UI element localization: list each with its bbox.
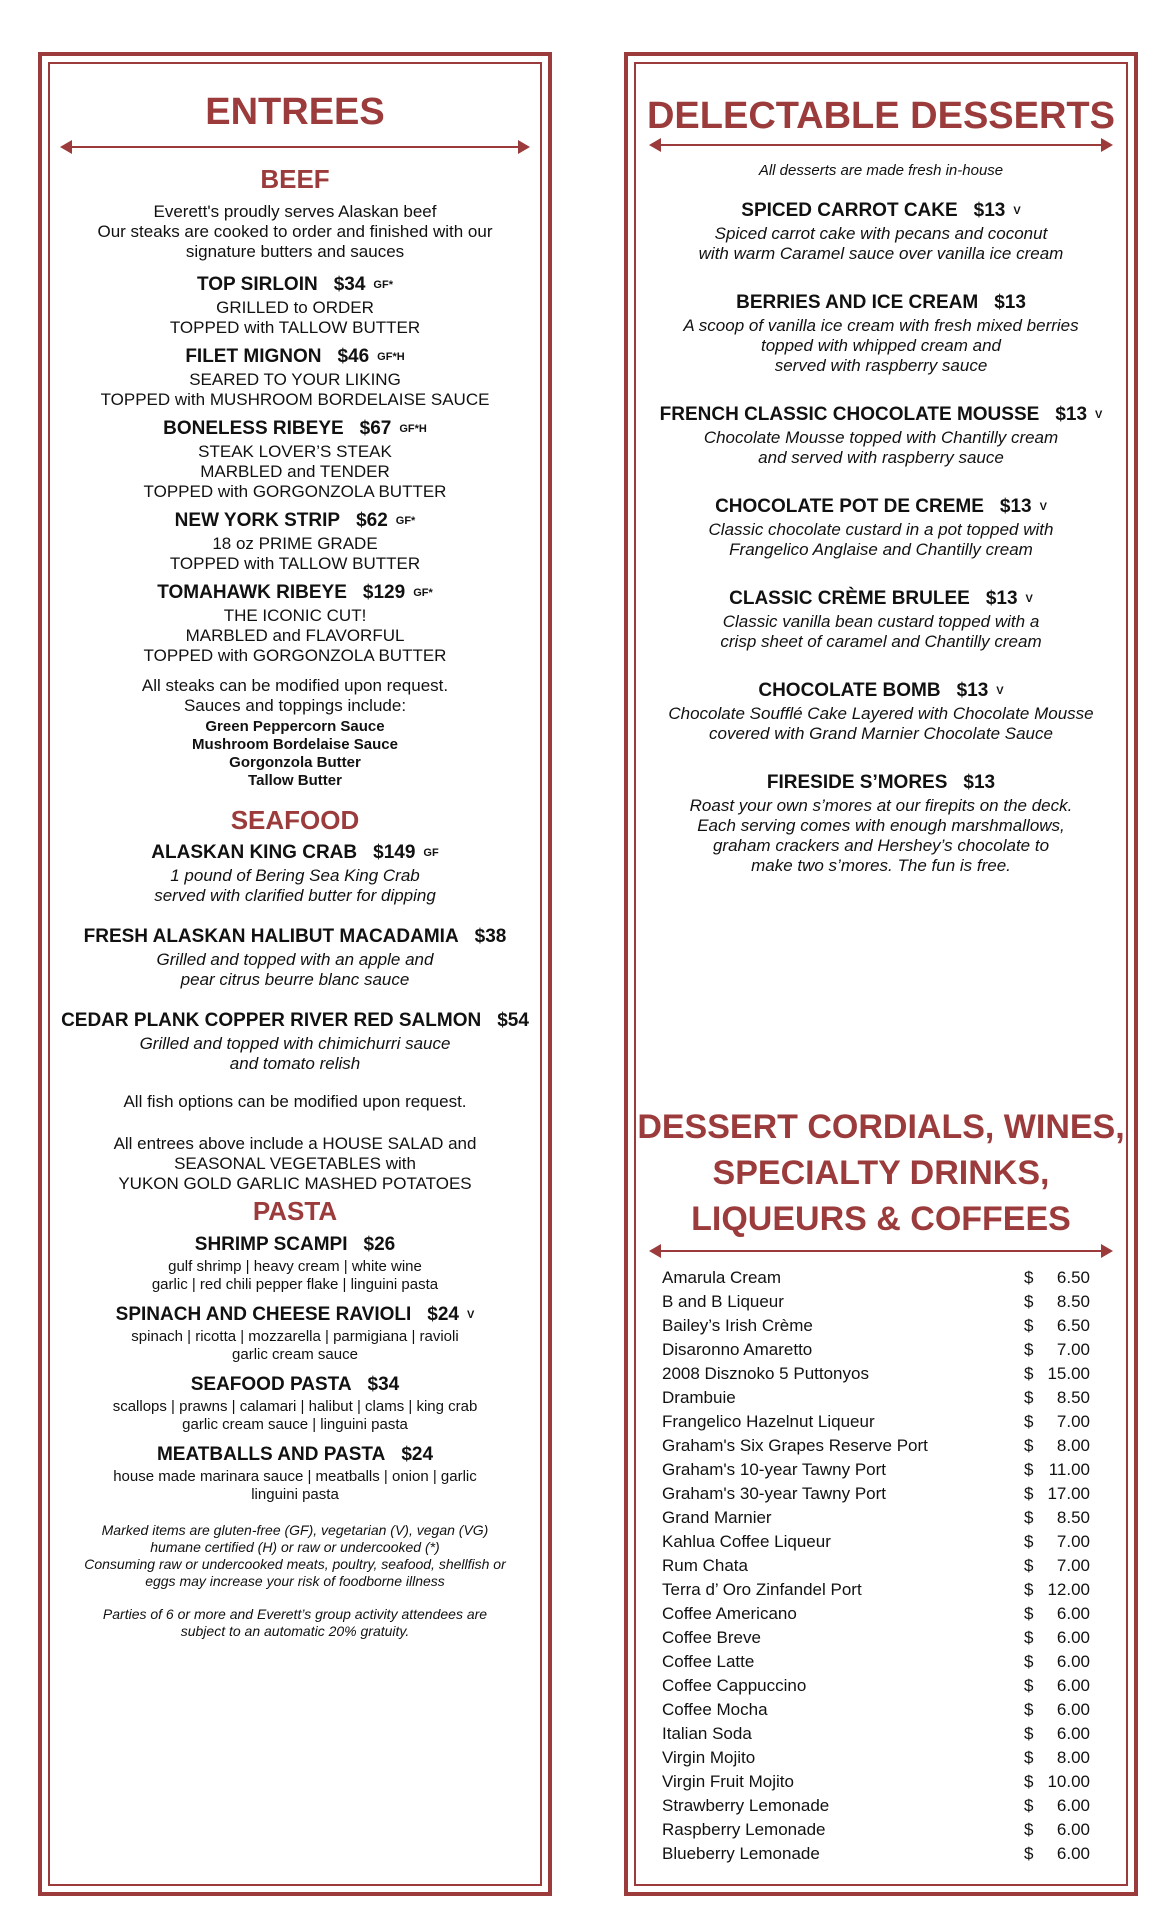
- drink-currency: $: [1024, 1316, 1034, 1335]
- drink-price: 6.50: [1056, 1316, 1090, 1335]
- menu-item: [628, 770, 1134, 876]
- drink-name: Bailey’s Irish Crème: [662, 1316, 813, 1335]
- drink-name: Rum Chata: [662, 1556, 748, 1575]
- menu-item-description: make two s’mores. The fun is free.: [751, 856, 1011, 876]
- drink-price: 17.00: [1047, 1484, 1090, 1503]
- menu-item-name: NEW YORK STRIP: [174, 510, 341, 532]
- drink-price: 6.00: [1056, 1820, 1090, 1839]
- menu-item-price: $13: [994, 292, 1026, 314]
- menu-item-diet-tag: V: [1095, 409, 1103, 422]
- desserts-panel: [624, 52, 1138, 1896]
- menu-item: [42, 840, 548, 906]
- drink-row: [662, 1506, 1090, 1530]
- beef-intro: [42, 202, 548, 262]
- fish-note: All fish options can be modified upon request.: [123, 1092, 467, 1112]
- menu-item-diet-tag: GF*: [413, 587, 433, 600]
- menu-item-title: [42, 924, 548, 950]
- drink-row: [662, 1434, 1090, 1458]
- menu-item-name: BONELESS RIBEYE: [163, 418, 344, 440]
- drink-currency: $: [1024, 1484, 1034, 1503]
- menu-item-description: Classic vanilla bean custard topped with a: [722, 612, 1040, 632]
- drink-price: 15.00: [1047, 1364, 1090, 1383]
- menu-item-diet-tag: V: [1039, 501, 1047, 514]
- drink-name: Strawberry Lemonade: [662, 1796, 830, 1815]
- menu-item-description: TOPPED with GORGONZOLA BUTTER: [143, 482, 447, 502]
- menu-item-title: [42, 580, 548, 606]
- drink-price: 6.00: [1056, 1844, 1090, 1863]
- menu-item-name: FIRESIDE S’MORES: [766, 772, 948, 794]
- seafood-heading: SEAFOOD: [230, 805, 360, 836]
- gratuity-line: subject to an automatic 20% gratuity.: [180, 1623, 410, 1640]
- menu-item-title: [628, 494, 1134, 520]
- drink-row: [662, 1818, 1090, 1842]
- menu-item-price: $13: [956, 680, 989, 702]
- menu-item-name: FRENCH CLASSIC CHOCOLATE MOUSSE: [659, 404, 1040, 426]
- menu-item-name: BERRIES AND ICE CREAM: [736, 292, 979, 314]
- menu-item-description: linguini pasta: [251, 1486, 339, 1504]
- menu-item-diet-tag: GF*: [395, 515, 416, 528]
- menu-item-description: garlic cream sauce | linguini pasta: [182, 1416, 408, 1434]
- menu-item-description: TOPPED with MUSHROOM BORDELAISE SAUCE: [100, 390, 490, 410]
- menu-item-description: Roast your own s’mores at our firepits on the deck.: [689, 796, 1073, 816]
- beef-intro-line: Everett's proudly serves Alaskan beef: [153, 202, 437, 221]
- drink-currency: $: [1024, 1772, 1034, 1791]
- drink-currency: $: [1024, 1292, 1034, 1311]
- drink-currency: $: [1024, 1412, 1034, 1431]
- drink-name: Virgin Mojito: [662, 1748, 756, 1767]
- drink-row: [662, 1554, 1090, 1578]
- menu-item-price: $34: [367, 1374, 400, 1396]
- drink-name: Coffee Latte: [662, 1652, 755, 1671]
- drink-row: [662, 1770, 1090, 1794]
- drink-price: 8.00: [1056, 1436, 1090, 1455]
- beef-items: [42, 272, 548, 666]
- menu-item-description: GRILLED to ORDER: [216, 298, 374, 318]
- menu-item-price: $54: [497, 1010, 529, 1032]
- menu-item-description: Grilled and topped with chimichurri sauce: [139, 1034, 451, 1054]
- menu-item-title: [42, 1442, 548, 1468]
- drink-price: 10.00: [1047, 1772, 1090, 1791]
- menu-item-description: TOPPED with GORGONZOLA BUTTER: [143, 646, 447, 666]
- sauce-name: Green Peppercorn Sauce: [205, 718, 385, 736]
- menu-item-title: [628, 198, 1134, 224]
- menu-item-title: [42, 1302, 548, 1328]
- menu-item-description: scallops | prawns | calamari | halibut | clams | king crab: [112, 1398, 478, 1416]
- drink-currency: $: [1024, 1364, 1034, 1383]
- drink-currency: $: [1024, 1652, 1034, 1671]
- drink-price: 7.00: [1056, 1532, 1090, 1551]
- drink-currency: $: [1024, 1700, 1034, 1719]
- menu-item-description: garlic cream sauce: [232, 1346, 358, 1364]
- drink-row: [662, 1578, 1090, 1602]
- drink-row: [662, 1602, 1090, 1626]
- menu-item-diet-tag: V: [466, 1309, 475, 1322]
- pasta-heading: PASTA: [252, 1196, 338, 1227]
- steak-mod-line: All steaks can be modified upon request.: [141, 676, 449, 696]
- entree-includes: [42, 1134, 548, 1194]
- menu-item: [628, 402, 1134, 468]
- entree-include-line: YUKON GOLD GARLIC MASHED POTATOES: [118, 1174, 472, 1194]
- menu-item: [628, 586, 1134, 652]
- drink-row: [662, 1698, 1090, 1722]
- menu-item-name: CHOCOLATE BOMB: [758, 680, 941, 702]
- beef-intro-line: Our steaks are cooked to order and finished with our: [97, 222, 493, 241]
- drink-price: 12.00: [1047, 1580, 1090, 1599]
- menu-item-description: Grilled and topped with an apple and: [156, 950, 434, 970]
- drink-currency: $: [1024, 1580, 1034, 1599]
- drinks-title: [628, 1104, 1134, 1242]
- beef-heading: BEEF: [260, 164, 330, 194]
- menu-item-title: [42, 416, 548, 442]
- drink-price: 7.00: [1056, 1556, 1090, 1575]
- drink-currency: $: [1024, 1796, 1034, 1815]
- drink-name: Coffee Breve: [662, 1628, 761, 1647]
- sauce-list: [42, 718, 548, 790]
- drink-name: Terra d’ Oro Zinfandel Port: [662, 1580, 862, 1599]
- menu-item: [42, 416, 548, 502]
- menu-item-diet-tag: GF*: [373, 279, 393, 291]
- desserts-title: DELECTABLE DESSERTS: [646, 95, 1115, 137]
- menu-item-description: and served with raspberry sauce: [758, 448, 1004, 468]
- drink-currency: $: [1024, 1532, 1034, 1551]
- menu-item-diet-tag: GF*H: [377, 351, 405, 364]
- menu-item-description: Chocolate Mousse topped with Chantilly cream: [703, 428, 1059, 448]
- menu-item: [42, 1232, 548, 1294]
- seafood-items: [42, 840, 548, 1074]
- drink-name: Blueberry Lemonade: [662, 1844, 820, 1863]
- gratuity-line: Parties of 6 or more and Everett’s group activity attendees are: [102, 1606, 488, 1623]
- drink-row: [662, 1290, 1090, 1314]
- entrees-panel: [38, 52, 552, 1896]
- desserts-column: [628, 56, 1134, 876]
- drink-price: 6.00: [1056, 1652, 1090, 1671]
- gratuity-note: [42, 1606, 548, 1640]
- menu-item-price: $26: [363, 1234, 396, 1256]
- menu-item-description: THE ICONIC CUT!: [223, 606, 367, 626]
- drink-name: Frangelico Hazelnut Liqueur: [662, 1412, 875, 1431]
- menu-item-title: [42, 508, 548, 534]
- menu-item-description: covered with Grand Marnier Chocolate Sauce: [709, 724, 1053, 744]
- menu-item-name: FILET MIGNON: [185, 346, 322, 368]
- desserts-title-arrow: [649, 138, 1113, 152]
- menu-item-description: Frangelico Anglaise and Chantilly cream: [729, 540, 1033, 560]
- drinks-list: [662, 1266, 1090, 1866]
- menu-item-price: $13: [1055, 404, 1088, 426]
- beef-intro-line: signature butters and sauces: [185, 242, 405, 261]
- menu-item-description: MARBLED and TENDER: [200, 462, 390, 482]
- menu-item-price: $13: [963, 772, 996, 794]
- drink-currency: $: [1024, 1628, 1034, 1647]
- entrees-title-arrow: [60, 140, 530, 154]
- drink-row: [662, 1362, 1090, 1386]
- menu-item-name: SHRIMP SCAMPI: [194, 1234, 348, 1256]
- drink-currency: $: [1024, 1340, 1034, 1359]
- menu-item-description: gulf shrimp | heavy cream | white wine: [168, 1258, 422, 1276]
- menu-item-price: $24: [427, 1304, 459, 1326]
- menu-item-diet-tag: V: [996, 685, 1004, 698]
- menu-item-description: Each serving comes with enough marshmallows,: [697, 816, 1065, 836]
- drink-name: Grand Marnier: [662, 1508, 772, 1527]
- drink-name: Graham's Six Grapes Reserve Port: [662, 1436, 928, 1455]
- footnote-line: Marked items are gluten-free (GF), vegetarian (V), vegan (VG): [101, 1522, 489, 1539]
- menu-item-description: served with raspberry sauce: [774, 356, 988, 376]
- sauce-name: Mushroom Bordelaise Sauce: [192, 736, 398, 754]
- menu-item-description: 1 pound of Bering Sea King Crab: [170, 866, 420, 886]
- menu-item-price: $13: [973, 200, 1006, 222]
- menu-item-description: STEAK LOVER’S STEAK: [198, 442, 392, 462]
- drinks-title-line: LIQUEURS & COFFEES: [691, 1200, 1071, 1238]
- menu-item-title: [628, 402, 1134, 428]
- drink-price: 7.00: [1056, 1340, 1090, 1359]
- menu-item: [42, 272, 548, 338]
- drink-row: [662, 1266, 1090, 1290]
- drink-row: [662, 1530, 1090, 1554]
- drinks-title-line: DESSERT CORDIALS, WINES,: [637, 1108, 1125, 1146]
- drink-price: 8.50: [1056, 1388, 1090, 1407]
- menu-item-description: garlic | red chili pepper flake | linguini pasta: [151, 1276, 439, 1294]
- drink-name: Raspberry Lemonade: [662, 1820, 826, 1839]
- menu-item-description: TOPPED with TALLOW BUTTER: [169, 554, 421, 574]
- menu-item-price: $149: [373, 842, 416, 864]
- menu-item: [628, 678, 1134, 744]
- menu-item-description: A scoop of vanilla ice cream with fresh mixed berries: [683, 316, 1079, 336]
- menu-item: [628, 290, 1134, 376]
- menu-item-price: $129: [362, 582, 406, 604]
- menu-item-description: SEARED TO YOUR LIKING: [189, 370, 401, 390]
- menu-item-title: [42, 272, 548, 298]
- menu-item-description: graham crackers and Hershey’s chocolate to: [712, 836, 1050, 856]
- menu-item-price: $34: [333, 274, 366, 296]
- drink-row: [662, 1338, 1090, 1362]
- drink-row: [662, 1626, 1090, 1650]
- menu-item: [42, 508, 548, 574]
- menu-item-diet-tag: GF*H: [399, 423, 427, 436]
- drink-currency: $: [1024, 1724, 1034, 1743]
- menu-item-name: TOP SIRLOIN: [197, 274, 318, 296]
- footnote-line: Consuming raw or undercooked meats, poultry, seafood, shellfish or: [84, 1556, 506, 1573]
- menu-item-description: topped with whipped cream and: [760, 336, 1002, 356]
- footnote-line: eggs may increase your risk of foodborne illness: [145, 1573, 445, 1590]
- menu-item-price: $24: [401, 1444, 434, 1466]
- menu-item-description: Classic chocolate custard in a pot topped with: [708, 520, 1054, 540]
- drinks-title-arrow: [649, 1244, 1113, 1258]
- menu-item-description: pear citrus beurre blanc sauce: [180, 970, 410, 990]
- drink-currency: $: [1024, 1436, 1034, 1455]
- drink-price: 6.50: [1056, 1268, 1090, 1287]
- menu-item-description: house made marinara sauce | meatballs | onion | garlic: [113, 1468, 477, 1486]
- drink-row: [662, 1410, 1090, 1434]
- entree-include-line: SEASONAL VEGETABLES with: [174, 1154, 416, 1174]
- drink-price: 6.00: [1056, 1700, 1090, 1719]
- drink-currency: $: [1024, 1268, 1034, 1287]
- pasta-items: [42, 1232, 548, 1504]
- menu-item-name: TOMAHAWK RIBEYE: [157, 582, 347, 604]
- drink-row: [662, 1482, 1090, 1506]
- footnote-line: humane certified (H) or raw or undercooked (*): [150, 1539, 440, 1556]
- drink-row: [662, 1722, 1090, 1746]
- menu-item-description: served with clarified butter for dipping: [154, 886, 436, 906]
- menu-item-description: Chocolate Soufflé Cake Layered with Chocolate Mousse: [668, 704, 1094, 724]
- drink-price: 7.00: [1056, 1412, 1090, 1431]
- drink-price: 6.00: [1056, 1796, 1090, 1815]
- menu-item-description: crisp sheet of caramel and Chantilly cream: [720, 632, 1042, 652]
- drink-price: 8.50: [1056, 1508, 1090, 1527]
- menu-item-name: ALASKAN KING CRAB: [151, 842, 358, 864]
- menu-item: [42, 344, 548, 410]
- entrees-title: ENTREES: [205, 91, 385, 133]
- menu-item-title: [42, 840, 548, 866]
- dessert-items: [628, 198, 1134, 876]
- menu-item: [42, 1442, 548, 1504]
- menu-item-name: MEATBALLS AND PASTA: [156, 1444, 386, 1466]
- menu-item-price: $13: [999, 496, 1032, 518]
- drink-row: [662, 1794, 1090, 1818]
- menu-item-diet-tag: V: [1013, 205, 1021, 217]
- menu-item-title: [628, 290, 1134, 316]
- menu-item-price: $62: [356, 510, 388, 532]
- drink-price: 6.00: [1056, 1604, 1090, 1623]
- menu-item-title: [628, 770, 1134, 796]
- drink-price: 8.00: [1056, 1748, 1090, 1767]
- drink-name: Coffee Cappuccino: [662, 1676, 807, 1695]
- menu-item-description: Spiced carrot cake with pecans and coconut: [714, 224, 1048, 244]
- drink-row: [662, 1674, 1090, 1698]
- menu-item-name: FRESH ALASKAN HALIBUT MACADAMIA: [83, 926, 459, 948]
- drink-name: Virgin Fruit Mojito: [662, 1772, 794, 1791]
- menu-item-description: with warm Caramel sauce over vanilla ice cream: [698, 244, 1064, 264]
- drink-price: 6.00: [1056, 1724, 1090, 1743]
- sauce-name: Gorgonzola Butter: [229, 754, 361, 772]
- drink-row: [662, 1314, 1090, 1338]
- drink-price: 6.00: [1056, 1628, 1090, 1647]
- menu-item-title: [42, 344, 548, 370]
- menu-item-title: [628, 586, 1134, 612]
- drink-name: Disaronno Amaretto: [662, 1340, 813, 1359]
- entrees-column: [42, 56, 548, 1640]
- drinks-section: [628, 1104, 1134, 1258]
- drink-row: [662, 1650, 1090, 1674]
- menu-item-title: [42, 1008, 548, 1034]
- steak-modifications: [42, 676, 548, 716]
- drink-currency: $: [1024, 1748, 1034, 1767]
- drink-row: [662, 1842, 1090, 1866]
- menu-item-diet-tag: GF: [423, 847, 439, 860]
- entree-include-line: All entrees above include a HOUSE SALAD and: [113, 1134, 477, 1154]
- drink-currency: $: [1024, 1844, 1034, 1863]
- menu-item: [628, 198, 1134, 264]
- menu-item-name: SPINACH AND CHEESE RAVIOLI: [115, 1304, 412, 1326]
- menu-item-price: $38: [474, 926, 507, 948]
- menu-item-title: [42, 1232, 548, 1258]
- menu-item-diet-tag: V: [1025, 593, 1033, 606]
- menu-item-name: CLASSIC CRÈME BRULEE: [729, 588, 970, 610]
- drink-currency: $: [1024, 1388, 1034, 1407]
- menu-item-price: $67: [359, 418, 392, 440]
- menu-item-price: $46: [337, 346, 370, 368]
- drink-name: Italian Soda: [662, 1724, 752, 1743]
- drink-name: 2008 Disznoko 5 Puttonyos: [662, 1364, 869, 1383]
- menu-item: [42, 1008, 548, 1074]
- drink-price: 11.00: [1048, 1460, 1090, 1479]
- drink-currency: $: [1024, 1604, 1034, 1623]
- drink-row: [662, 1386, 1090, 1410]
- menu-item: [42, 1302, 548, 1364]
- drink-row: [662, 1458, 1090, 1482]
- drink-name: Coffee Americano: [662, 1604, 797, 1623]
- menu-item-name: CEDAR PLANK COPPER RIVER RED SALMON: [61, 1010, 482, 1032]
- menu-item: [628, 494, 1134, 560]
- drink-price: 6.00: [1056, 1676, 1090, 1695]
- menu-item-name: CHOCOLATE POT DE CREME: [715, 496, 984, 518]
- menu-item: [42, 1372, 548, 1434]
- menu-item: [42, 580, 548, 666]
- menu-item-title: [42, 1372, 548, 1398]
- drink-name: Graham's 30-year Tawny Port: [662, 1484, 887, 1503]
- sauce-name: Tallow Butter: [248, 772, 342, 790]
- menu-item-description: spinach | ricotta | mozzarella | parmigiana | ravioli: [131, 1328, 459, 1346]
- menu-item-name: SPICED CARROT CAKE: [741, 200, 958, 222]
- drink-currency: $: [1024, 1676, 1034, 1695]
- drink-name: B and B Liqueur: [662, 1292, 784, 1311]
- drinks-title-line: SPECIALTY DRINKS,: [712, 1154, 1050, 1192]
- menu-item-name: SEAFOOD PASTA: [190, 1374, 352, 1396]
- menu-item-description: TOPPED with TALLOW BUTTER: [169, 318, 421, 338]
- drink-name: Coffee Mocha: [662, 1700, 768, 1719]
- drink-currency: $: [1024, 1820, 1034, 1839]
- drink-currency: $: [1024, 1556, 1034, 1575]
- desserts-subtitle: All desserts are made fresh in-house: [758, 162, 1004, 179]
- dietary-footnotes: [42, 1522, 548, 1590]
- menu-item-description: 18 oz PRIME GRADE: [212, 534, 378, 554]
- menu-item-description: MARBLED and FLAVORFUL: [185, 626, 405, 646]
- drink-price: 8.50: [1056, 1292, 1090, 1311]
- drink-name: Kahlua Coffee Liqueur: [662, 1532, 831, 1551]
- drink-row: [662, 1746, 1090, 1770]
- drink-name: Drambuie: [662, 1388, 736, 1407]
- drink-name: Graham's 10-year Tawny Port: [662, 1460, 887, 1479]
- menu-item-description: and tomato relish: [229, 1054, 361, 1074]
- drink-currency: $: [1024, 1508, 1034, 1527]
- menu-item-price: $13: [985, 588, 1018, 610]
- menu-item: [42, 924, 548, 990]
- drink-currency: $: [1024, 1460, 1034, 1479]
- drink-name: Amarula Cream: [662, 1268, 782, 1287]
- steak-mod-line: Sauces and toppings include:: [183, 696, 407, 716]
- menu-item-title: [628, 678, 1134, 704]
